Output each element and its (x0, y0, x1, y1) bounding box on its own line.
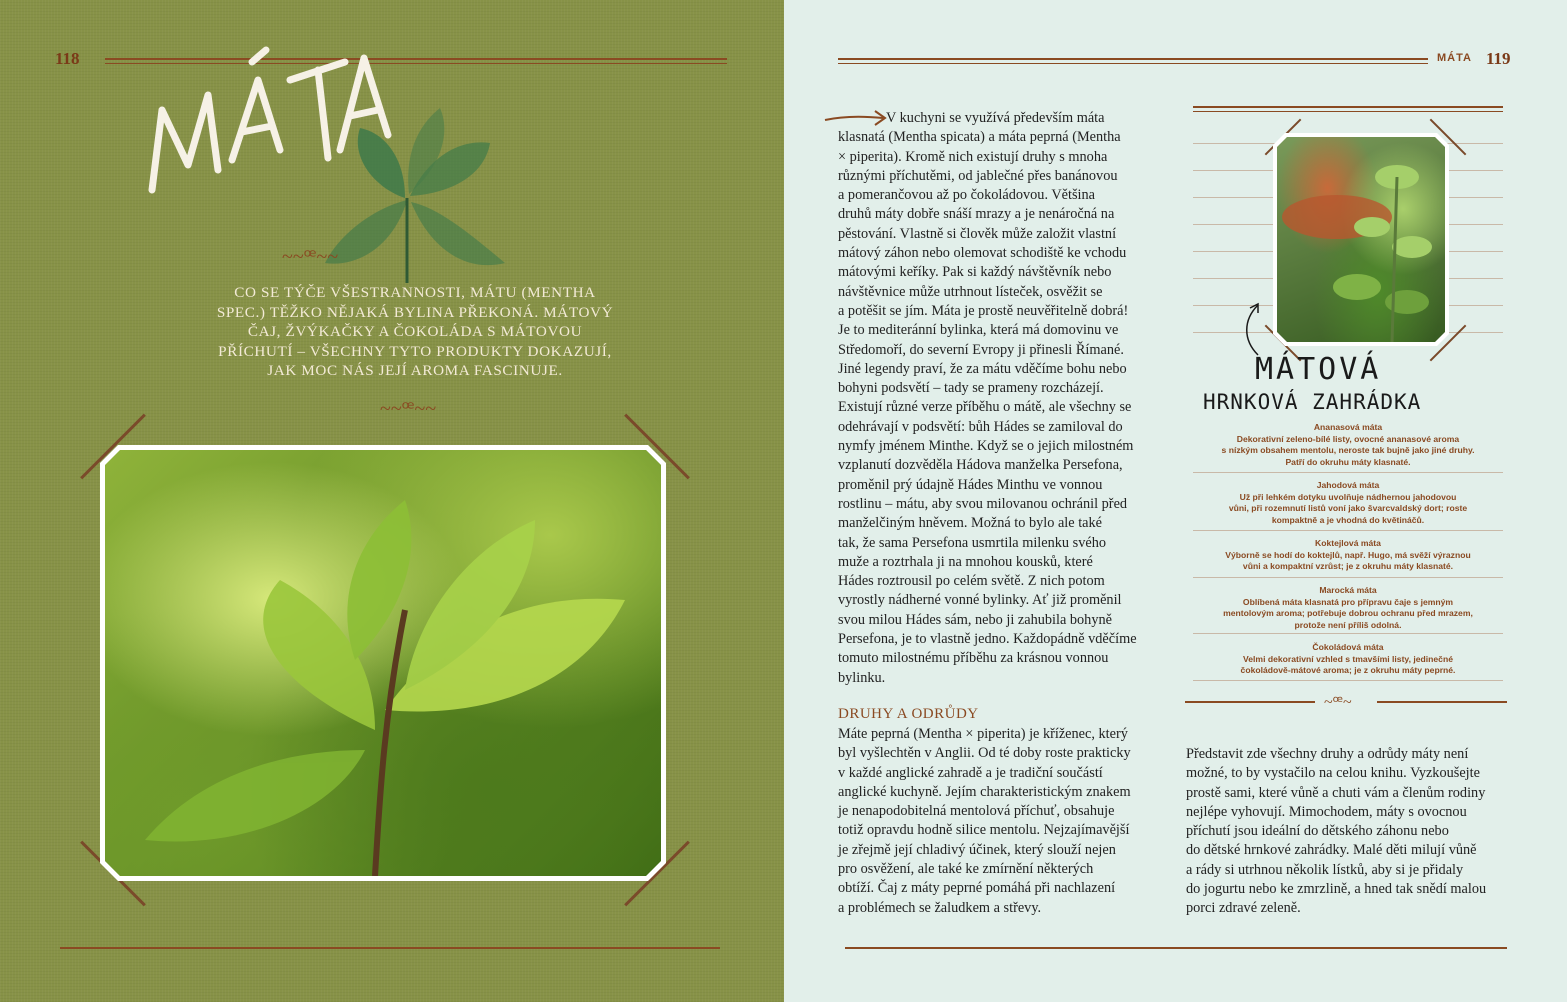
text-line: pěstování. Vlastně si člověk může založit vlastní (838, 225, 1117, 242)
text-line: příchutí jsou ideální do dětského záhonu nebo (1186, 823, 1449, 840)
text-line: bylinku. (838, 669, 886, 686)
sidebar-ornament: ~ꟹ~ (1324, 694, 1352, 711)
text-line: byl vyšlechtěn v Anglii. Od té doby roste prakticky (838, 745, 1131, 762)
ruled-line (1193, 633, 1503, 634)
variety-desc: vůni, při rozemnutí listů voní jako švarcvaldský dort; roste (1228, 503, 1468, 513)
text-line: je nenapodobitelná mentolová příchuť, obsahuje (838, 803, 1115, 820)
text-line: tomuto milostnému příběhu za krásnou vonnou (838, 650, 1109, 667)
ruled-line (1193, 577, 1503, 578)
ruled-line (1193, 680, 1503, 681)
ruled-line (1193, 472, 1503, 473)
variety-name: Marocká máta (1319, 585, 1377, 595)
sidebar-bottom-rule-l (1185, 701, 1315, 703)
footer-rule-right (845, 947, 1507, 949)
text-line: do dětské hrnkové zahrádky. Malé děti milují vůně (1186, 842, 1477, 859)
variety-item (1190, 585, 1506, 631)
text-line: návštěvnice může utrhnout lísteček, osvěžit se (838, 283, 1103, 300)
text-line: mátový záhon nebo olemovat schodiště ke vchodu (838, 245, 1127, 262)
text-line: různými příchutěmi, od jablečné přes banánovou (838, 167, 1118, 184)
text-line: Existují různé verze příběhu o mátě, ale všechny se (838, 399, 1132, 416)
closing-text (1186, 745, 1506, 919)
text-line: a potěšit se jím. Máta je prostě neuvěřitelně dobrá! (838, 302, 1129, 319)
page-number-right: 119 (1486, 49, 1511, 68)
text-line: Máte peprná (Mentha × piperita) je kříženec, který (838, 726, 1128, 742)
variety-desc: Oblíbená máta klasnatá pro přípravu čaje s jemným (1242, 596, 1454, 607)
running-head: MÁTA (1437, 52, 1472, 64)
text-line: manželčiným hněvem. Možná to bylo ale také (838, 515, 1103, 532)
variety-desc: vůni a kompaktní vzrůst; je z okruhu máty klasnaté. (1242, 561, 1454, 571)
variety-desc: Velmi dekorativní vzhled s tmavšími listy, jedinečné (1243, 653, 1453, 664)
text-line: a pomerančovou až po čokoládovou. Většina (838, 187, 1096, 204)
sidebar-bottom-rule-r (1377, 701, 1507, 703)
header-rule-right (838, 58, 1428, 60)
variety-desc: Patří do okruhu máty klasnaté. (1285, 456, 1411, 467)
text-line: vyrostly nádherné vonné bylinky. Ať již proměnil (838, 592, 1122, 609)
text-line: a problémech se žaludkem a střevy. (838, 899, 1042, 916)
variety-desc: s nízkým obsahem mentolu, neroste tak bujně jako jiné druhy. (1221, 445, 1475, 455)
ruled-line (1193, 530, 1503, 531)
sidebar-top-rule (1193, 106, 1503, 108)
main-text (838, 109, 1153, 688)
text-line: muže a roztrhala ji na mnohou kousků, které (838, 553, 1093, 570)
text-line: × piperita). Kromě nich existují druhy s mnoha (838, 148, 1108, 165)
variety-desc: mentolovým aroma; potřebuje dobrou ochranu před mrazem, (1223, 608, 1473, 618)
text-line: Jiné legendy praví, že za mátu vděčíme bohu nebo (838, 360, 1127, 377)
sidebar-title-2: HRNKOVÁ ZAHRÁDKA (1203, 390, 1422, 414)
intro-paragraph: CO SE TÝČE VŠESTRANNOSTI, MÁTU (MENTHA SPEC.) TĚŽKO NĚJAKÁ BYLINA PŘEKONÁ. MÁTOVÝ ČAJ, ŽVÝKAČKY A ČOKOLÁDA S MÁTOVOU PŘÍCHUTÍ – VŠECHNY TYTO PRODUKTY DOKAZUJÍ, JAK MOC NÁS JEJÍ AROMA FASCINUJE. (216, 284, 614, 379)
mint-photo-large (100, 445, 666, 881)
variety-name: Čokoládová máta (1312, 642, 1384, 652)
variety-item (1190, 422, 1506, 468)
text-line: anglické kuchyně. Jejím charakteristickým znakem (838, 783, 1131, 800)
text-line: nymfy jménem Minthe. Když se o jejich milostném (838, 438, 1134, 455)
text-line: a rády si utrhnou několik lístků, aby si je přidaly (1186, 861, 1464, 878)
text-line: pro osvěžení, ale také ke zmírnění některých (838, 861, 1094, 878)
curved-arrow-icon (1238, 300, 1268, 360)
text-line: obtíží. Čaj z máty peprné pomáhá při nachlazení (838, 880, 1116, 897)
sub-text (838, 725, 1158, 918)
variety-item (1190, 642, 1506, 677)
text-line: do jogurtu nebo ke zmrzlině, a hned tak snědí malou (1186, 881, 1487, 898)
variety-name: Jahodová máta (1316, 480, 1380, 490)
ornament-top: ~~ꟹ~~ (282, 246, 339, 268)
variety-name: Ananasová máta (1313, 422, 1383, 432)
sidebar-title-1: MÁTOVÁ (1255, 352, 1382, 387)
variety-desc: čokoládově-mátové aroma; je z okruhu máty peprné. (1240, 665, 1456, 675)
mint-pot-photo-image (1277, 137, 1445, 342)
text-line: tak, že sama Persefona usmrtila milenku svého (838, 534, 1106, 551)
text-line: nejlépe vyhovují. Mimochodem, máty s ovocnou (1186, 803, 1467, 820)
text-line: rostlinu – mátu, aby svou milovanou ochránil před (838, 495, 1128, 512)
text-line: klasnatá (Mentha spicata) a máta peprná (Mentha (838, 129, 1121, 146)
text-line: v každé anglické zahradě a je tradiční součástí (838, 764, 1103, 781)
mint-pot-photo (1273, 133, 1449, 346)
variety-desc: protože není příliš odolná. (1294, 619, 1402, 630)
text-line: Persefona, je to vlastně jedno. Každopádně vděčíme (838, 631, 1137, 648)
footer-rule-left (60, 947, 720, 949)
text-line: Hádes roztrousil po celém světě. Z nich potom (838, 573, 1105, 590)
page-number-left: 118 (55, 49, 80, 68)
text-line: proměnil prý údajně Hádes Minthu ve vonnou (838, 476, 1103, 493)
variety-desc: Už při lehkém dotyku uvolňuje nádhernou jahodovou (1239, 491, 1457, 502)
text-line: vzplanutí dozvěděla Hádova manželka Persefona, (838, 457, 1123, 474)
text-line: je zřejmě její chladivý účinek, který slouží nejen (838, 841, 1116, 858)
variety-item (1190, 480, 1506, 526)
variety-name: Koktejlová máta (1315, 538, 1381, 548)
sidebar-top-rule-2 (1193, 111, 1503, 112)
header-rule-right-2 (838, 63, 1428, 64)
text-line: porci zdravé zeleně. (1186, 900, 1301, 917)
variety-item (1190, 538, 1506, 573)
text-line: odehrávají v podsvětí: bůh Hádes se zamiloval do (838, 418, 1123, 435)
text-line: bohyni podsvětí – tady se prameny rozcházejí. (838, 380, 1104, 397)
text-line: totiž opravdu hodně silice mentolu. Nejzajímavější (838, 822, 1130, 839)
text-line: Středomoří, do severní Evropy ji přinesli Římané. (838, 341, 1124, 358)
variety-desc: kompaktně a je vhodná do květináčů. (1271, 514, 1425, 525)
text-line: V kuchyni se využívá především máta (886, 110, 1105, 126)
variety-desc: Dekorativní zeleno-bílé listy, ovocné ananasové aroma (1236, 433, 1460, 444)
text-line: možné, to by vystačilo na celou knihu. Vyzkoušejte (1186, 765, 1480, 782)
text-line: Je to mediteránní bylinka, která má domovinu ve (838, 322, 1119, 339)
variety-desc: Výborně se hodí do koktejlů, např. Hugo, má svěží výraznou (1225, 549, 1471, 560)
mint-photo-large-image (105, 450, 661, 876)
text-line: druhů máty dobře snáší mrazy a je nenáročná na (838, 206, 1115, 223)
subheading-druhy: DRUHY A ODRŮDY (838, 706, 979, 722)
ornament-bottom: ~~ꟹ~~ (380, 398, 437, 420)
text-line: prostě sami, které vůně a chuti vám a členům rodiny (1186, 784, 1486, 801)
text-line: mátovými keříky. Pak si každý návštěvník nebo (838, 264, 1112, 281)
text-line: svou milou Hádes sám, nebo ji zahubila bohyně (838, 611, 1112, 628)
text-line: Představit zde všechny druhy a odrůdy máty není (1186, 746, 1469, 762)
